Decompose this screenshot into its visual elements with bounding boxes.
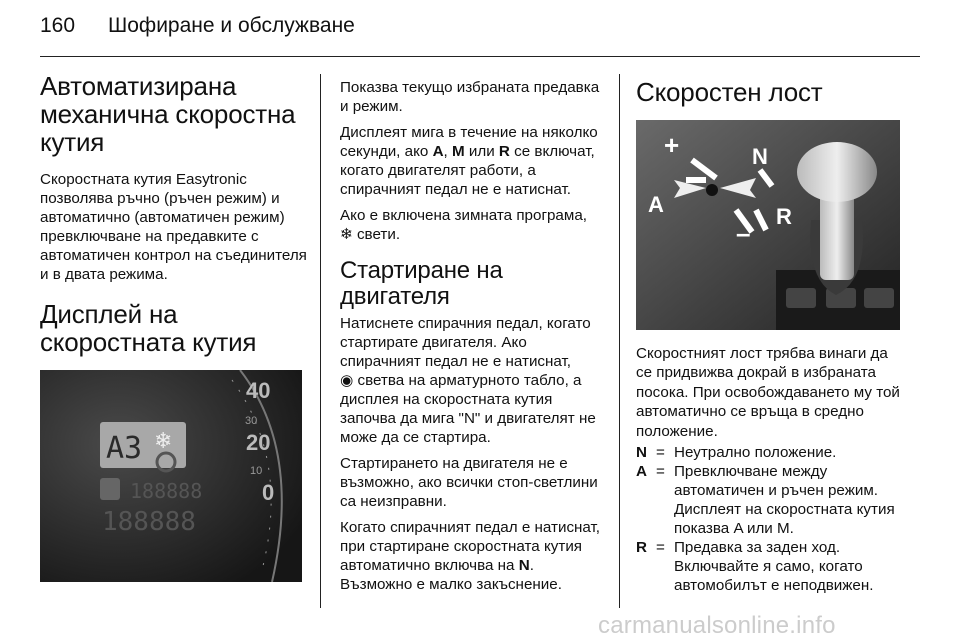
shift-a-label: A	[648, 192, 664, 217]
definition-value: Неутрално положение.	[674, 444, 837, 462]
brake-lights-paragraph: Стартирането на двигателя не е възможно, ако всички стоп-светлини са неизправни.	[340, 455, 598, 510]
winter-program-icon: ❄	[340, 226, 353, 243]
text-run: Дисплеят мига в течение на няколко секунди, ако	[340, 124, 598, 160]
shift-lever-illustration	[636, 120, 900, 330]
gear-display-text: A3	[106, 431, 143, 466]
gear-letter-a: A	[432, 143, 444, 160]
shift-plus-label: +	[664, 130, 680, 160]
section-title-display: Дисплей на скоростната кутия	[40, 299, 257, 357]
gearbox-display-illustration	[40, 370, 302, 582]
speedo-mark-0: 0	[262, 480, 275, 505]
brake-pedal-warning-icon: ◉	[340, 372, 354, 389]
section-title-gearbox: Автоматизирана механична скоростна кутия	[40, 71, 296, 157]
definition-value: Превключване между автоматичен и ръчен режим. Дисплеят на скоростната кутия показва A или M.	[674, 463, 895, 538]
text-run: или	[464, 143, 499, 160]
speedo-mark-20: 20	[246, 430, 271, 455]
intro-paragraph: Скоростната кутия Easytronic позволява ръчно (ръчен режим) и автоматично (автоматичен режим) превключване на предавките с автоматичен контрол на съединителя и в двата режима.	[40, 171, 307, 283]
column-3	[636, 72, 906, 595]
gearbox-display-photo	[40, 370, 302, 582]
column-divider-1	[320, 74, 321, 608]
definition-key: R	[636, 539, 647, 557]
text-run: Когато спирачният педал е натиснат, при стартиране скоростната кутия автоматично включва на	[340, 519, 601, 574]
auto-neutral-paragraph	[340, 518, 608, 594]
definition-key: A	[636, 463, 647, 481]
definition-key: N	[636, 444, 647, 462]
column-1	[40, 72, 308, 582]
definition-row	[636, 462, 906, 538]
engine-start-paragraph	[340, 314, 608, 447]
section-title-engine-start: Стартиране на двигателя	[340, 257, 503, 310]
page-header	[40, 14, 355, 38]
odometer-display: 188888	[102, 507, 196, 537]
display-description: Показва текущо избраната предавка и режим.	[340, 79, 600, 115]
shift-lever-paragraph: Скоростният лост трябва винаги да се придвижва докрай в избраната посока. При освобождаването му той автоматично се връща в средно положение.	[636, 345, 900, 440]
site-watermark: carmanualsonline.info	[598, 612, 836, 639]
definition-equals: =	[656, 444, 665, 462]
definition-row	[636, 538, 906, 595]
text-run: ,	[443, 143, 452, 160]
definition-value: Предавка за заден ход. Включвайте я само, когато автомобилът е неподвижен.	[674, 539, 874, 595]
column-divider-2	[619, 74, 620, 608]
section-title-shift-lever: Скоростен лост	[636, 77, 823, 107]
trip-display: 188888	[130, 479, 203, 503]
text-run: Ако е включена зимната програма,	[340, 207, 587, 224]
lever-knob	[797, 142, 877, 202]
speedo-mark-40: 40	[246, 378, 271, 403]
shift-lever-photo	[636, 120, 900, 330]
shift-r-label: R	[776, 204, 792, 229]
page-number: 160	[40, 14, 76, 37]
text-run: се включат, когато двигателят работи, а спирачният педал не е натиснат.	[340, 143, 595, 198]
text-run: свети.	[352, 226, 401, 243]
text-run: светва на арматурното табло, а дисплея на скоростната кутия започва да мига "N" и двигателят не може да се стартира.	[340, 372, 596, 446]
definition-equals: =	[656, 539, 665, 557]
gear-definitions	[636, 443, 906, 595]
seat-icon	[100, 478, 120, 500]
text-run: Натиснете спирачния педал, когато стартирате двигателя. Ако спирачният педал не е натиснат,	[340, 315, 591, 370]
text-run: . Възможно е малко закъснение.	[340, 557, 562, 593]
blink-warning-paragraph	[340, 123, 608, 199]
column-2	[340, 78, 608, 601]
gear-letter-n: N	[518, 557, 530, 574]
speedo-mark-10: 10	[250, 465, 263, 477]
shift-n-label: N	[752, 144, 768, 169]
definition-row	[636, 443, 906, 462]
snowflake-icon: ❄	[154, 429, 173, 454]
shift-minus-label: –	[736, 218, 751, 248]
chapter-title: Шофиране и обслужване	[108, 14, 355, 37]
gear-letter-r: R	[498, 143, 510, 160]
speedo-mark-30: 30	[245, 415, 258, 427]
header-rule	[40, 56, 920, 57]
definition-equals: =	[656, 463, 665, 481]
winter-program-paragraph	[340, 206, 608, 244]
gear-letter-m: M	[451, 143, 465, 160]
